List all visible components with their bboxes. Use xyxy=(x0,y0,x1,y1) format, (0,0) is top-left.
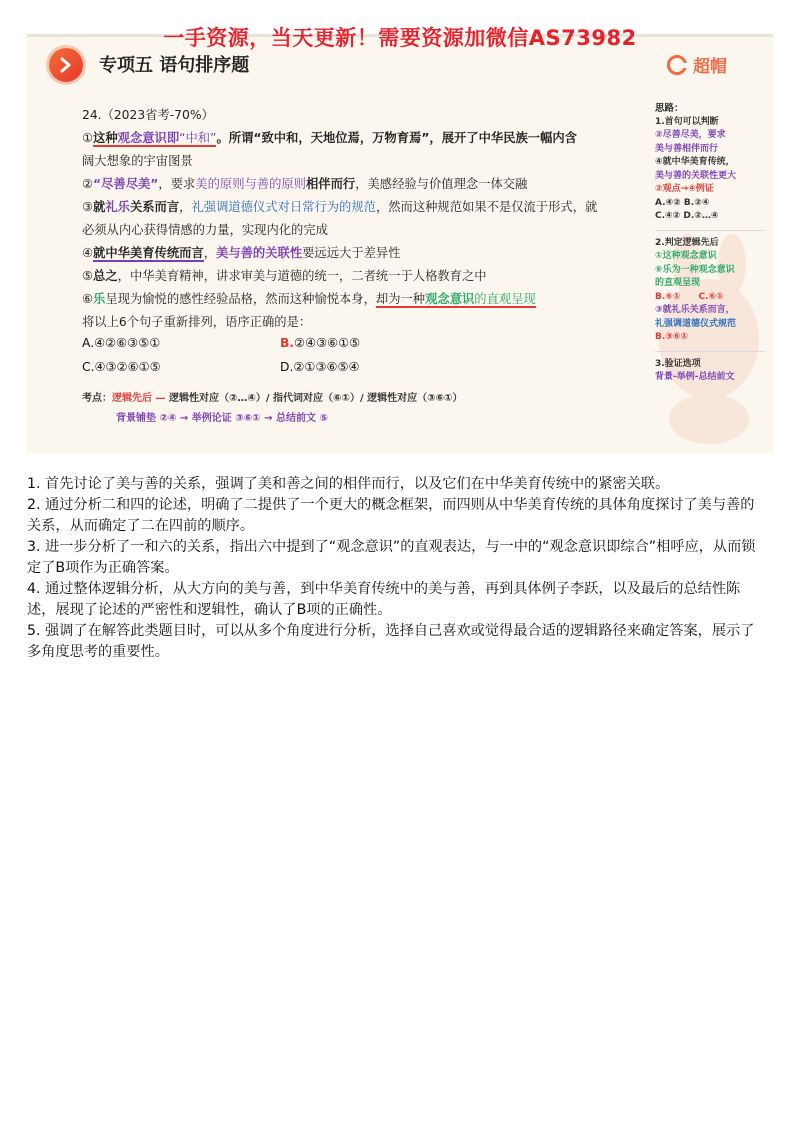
note-item: 1. 首先讨论了美与善的关系，强调了美和善之间的相伴而行，以及它们在中华美育传统中的紧密关联。 xyxy=(27,476,670,492)
watermark-banner: 一手资源，当天更新！需要资源加微信AS73982 xyxy=(163,26,637,50)
exam-point xyxy=(82,389,642,429)
chevron-right-icon xyxy=(49,48,83,82)
lecture-slide xyxy=(27,34,773,453)
note-item: 2. 通过分析二和四的论述，明确了二提供了一个更大的概念框架，而四则从中华美育传统的具体角度探讨了美与善的关系，从而确定了二在四前的顺序。 xyxy=(27,497,755,534)
sidebar-step-3: 3.验证选项 背景-举例-总结前文 xyxy=(655,358,735,382)
section-title: 专项五 语句排序题 xyxy=(99,55,250,76)
question-header: 24.（2023省考-70%） xyxy=(82,108,214,122)
answer-options xyxy=(82,331,642,379)
sentence-1: ①这种观念意识即“中和”。所谓“致中和，天地位焉，万物育焉”，展开了中华民族一幅内含 xyxy=(82,131,577,145)
sentence-5: ⑤总之，中华美育精神，讲求审美与道德的统一，二者统一于人格教育之中 xyxy=(82,269,487,283)
sentence-1-cont: 阔大想象的宇宙图景 xyxy=(82,154,193,168)
sidebar-divider xyxy=(655,351,765,352)
exam-point-line-1: 考点：逻辑先后 — 逻辑性对应（②…④）/ 指代词对应（⑥①）/ 逻辑性对应（③⑥①） xyxy=(82,393,463,404)
sentence-4: ④就中华美育传统而言，美与善的关联性要远远大于差异性 xyxy=(82,246,401,260)
sentence-6: ⑥乐呈现为愉悦的感性经验品格，然而这种愉悦本身，却为一种观念意识的直观呈现 xyxy=(82,292,536,306)
logo-text: 超帽 xyxy=(693,57,727,77)
note-item: 3. 进一步分析了一和六的关系，指出六中提到了“观念意识”的直观表达，与一中的“观念意识即综合”相呼应，从而锁定了B项作为正确答案。 xyxy=(27,539,756,576)
option-c[interactable]: C.④③②⑥①⑤ xyxy=(82,360,161,374)
brand-logo xyxy=(667,52,727,77)
question-body xyxy=(82,104,642,334)
option-a[interactable]: A.④②⑥③⑤① xyxy=(82,336,161,350)
sidebar-title: 思路： xyxy=(655,103,684,114)
exam-point-line-2: 背景铺垫 ②④ → 举例论证 ③⑥① → 总结前文 ⑤ xyxy=(116,413,328,424)
thinking-sidebar xyxy=(655,102,765,391)
sentence-3: ③就礼乐关系而言，礼强调道德仪式对日常行为的规范，然而这种规范如果不是仅流于形式，就 xyxy=(82,200,598,214)
option-b[interactable]: B.②④③⑥①⑤ xyxy=(280,336,361,350)
question-prompt: 将以上6个句子重新排列，语序正确的是： xyxy=(82,315,312,329)
note-item: 5. 强调了在解答此类题目时，可以从多个角度进行分析，选择自己喜欢或觉得最合适的逻辑路径来确定答案，展示了多角度思考的重要性。 xyxy=(27,623,755,660)
logo-g-icon xyxy=(667,55,687,75)
sidebar-divider xyxy=(655,230,765,231)
sidebar-step-1: 1.首句可以判断 ②尽善尽美，要求 美与善相伴而行 ④就中华美育传统， 美与善的关联性更大 ②观点→④例证 A.④② B.②④ C.④② D.②…④ xyxy=(655,116,737,221)
option-d[interactable]: D.②①③⑥⑤④ xyxy=(280,360,360,374)
explanation-notes xyxy=(27,474,767,663)
sentence-2: ②“尽善尽美”，要求美的原则与善的原则相伴而行，美感经验与价值理念一体交融 xyxy=(82,177,528,191)
sentence-3-cont: 必须从内心获得情感的力量，实现内化的完成 xyxy=(82,223,328,237)
sidebar-step-2: 2.判定逻辑先后 ①这种观念意识 ⑥乐为一种观念意识 的直观呈现 B.⑥① C.⑥① ③就礼乐关系而言， 礼强调道德仪式规范 B.③⑥① xyxy=(655,237,737,342)
note-item: 4. 通过整体逻辑分析，从大方向的美与善，到中华美育传统中的美与善，再到具体例子李跃，以及最后的总结性陈述，展现了论述的严密性和逻辑性，确认了B项的正确性。 xyxy=(27,581,741,618)
